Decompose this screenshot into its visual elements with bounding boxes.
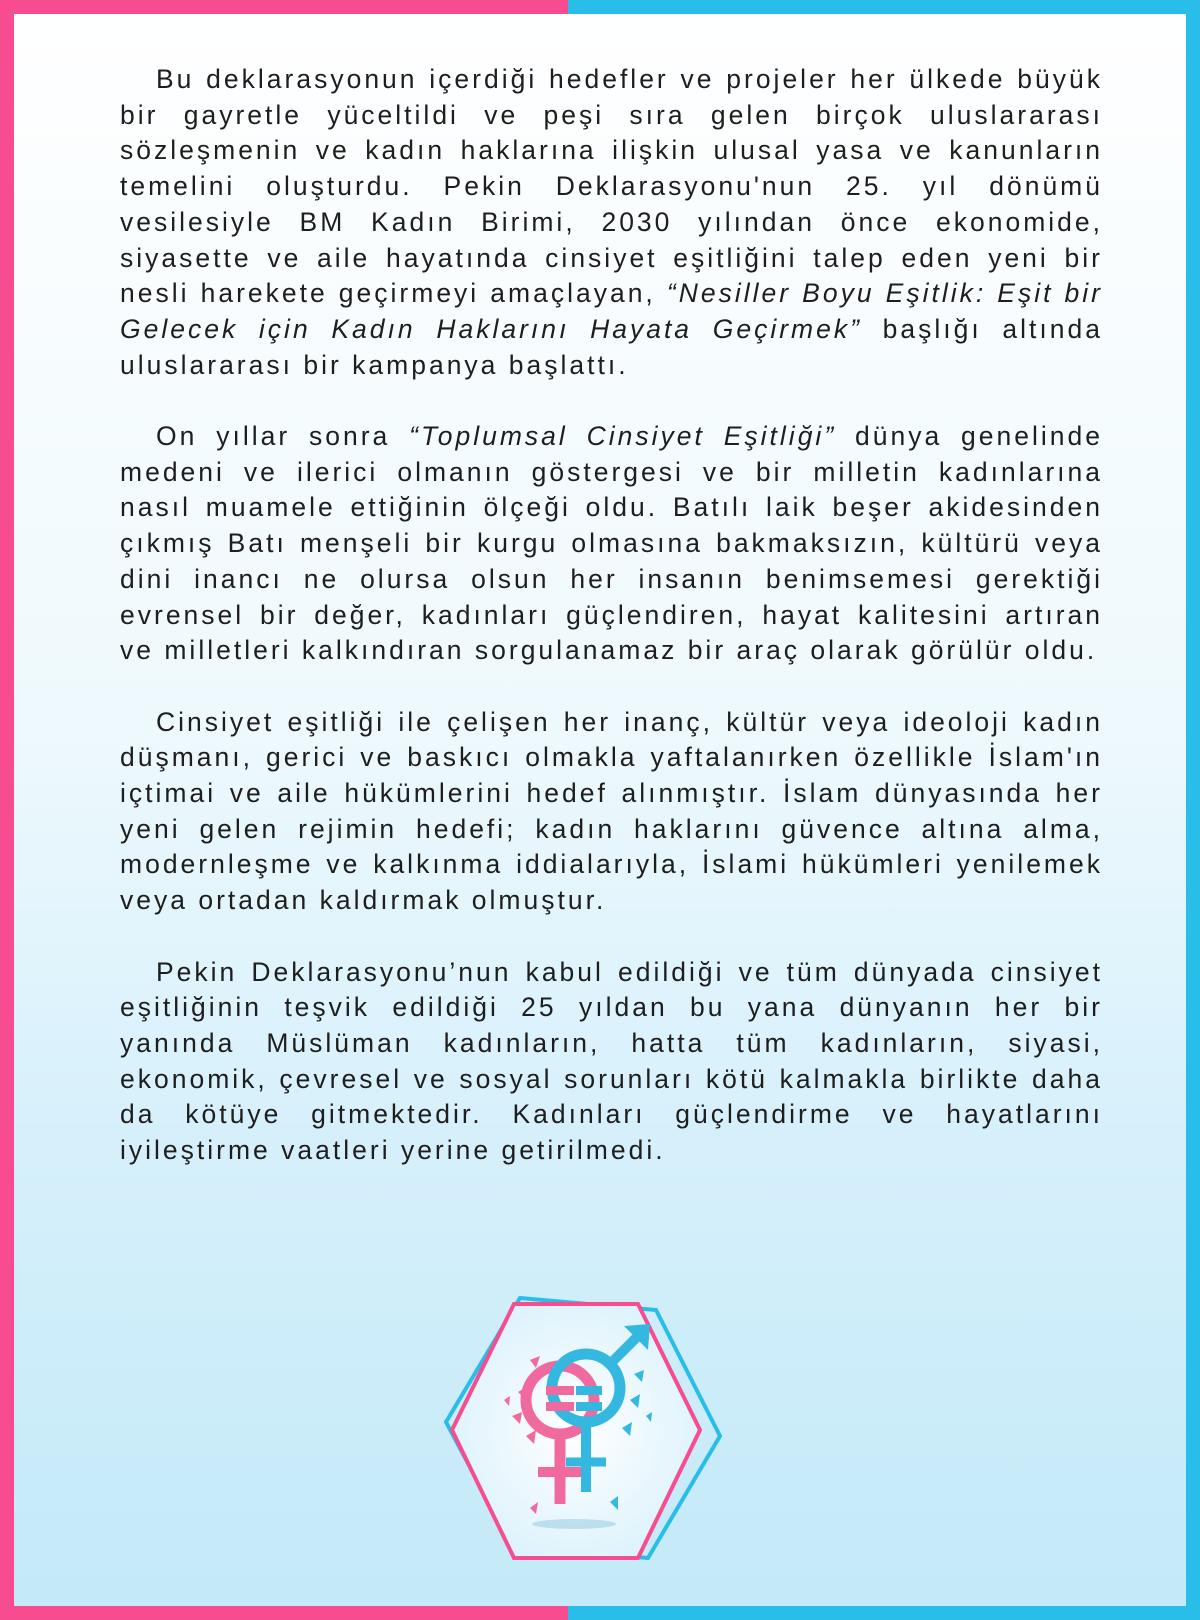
- italic-campaign-title: “Nesiller Boyu Eşitlik: Eşit bir Gelecek için Kadın Haklarını Hayata Geçirmek”: [120, 278, 1104, 344]
- frame-bottom-border-cyan: [568, 1606, 1200, 1620]
- article-body: [120, 62, 1103, 1204]
- gender-equality-icon: [434, 1296, 730, 1568]
- frame-right-border: [1186, 0, 1200, 1620]
- frame-top-border-cyan: [568, 0, 1200, 14]
- paragraph-2: On yıllar sonra “Toplumsal Cinsiyet Eşitliği” dünya genelinde medeni ve ilerici olmanın göstergesi ve bir milletin kadınlarına nasıl muamele ettiğinin ölçeği oldu. Batılı laik beşer akidesinden çıkmış Batı menşeli bir kurgu olmasına bakmaksızın, kültürü veya dini inancı ne olursa olsun her insanın benimsemesi gerektiği evrensel bir değer, kadınları güçlendiren, hayat kalitesini artıran ve milletleri kalkındıran sorgulanamaz bir araç olarak görülür oldu.: [120, 421, 1104, 666]
- frame-bottom-border-pink: [0, 1606, 568, 1620]
- frame-top-border-pink: [0, 0, 568, 14]
- italic-term: “Toplumsal Cinsiyet Eşitliği”: [409, 421, 837, 452]
- paragraph-4: Pekin Deklarasyonu’nun kabul edildiği ve tüm dünyada cinsiyet eşitliğinin teşvik edildiği 25 yıldan bu yana dünyanın her bir yanında Müslüman kadınların, hatta tüm kadınların, siyasi, ekonomik, çevresel ve sosyal sorunları kötü kalmakla birlikte daha da kötüye gitmektedir. Kadınları güçlendirme ve hayatlarını iyileştirme vaatleri yerine getirilmedi.: [120, 956, 1103, 1166]
- paragraph-1: Bu deklarasyonun içerdiği hedefler ve projeler her ülkede büyük bir gayretle yüceltildi ve peşi sıra gelen birçok uluslararası sözleşmenin ve kadın haklarına ilişkin ulusal yasa ve kanunların temelini oluşturdu. Pekin Deklarasyonu'nun 25. yıl dönümü vesilesiyle BM Kadın Birimi, 2030 yılından önce ekonomide, siyasette ve aile hayatında cinsiyet eşitliğini talep eden yeni bir nesli harekete geçirmeyi amaçlayan, “Nesiller Boyu Eşitlik: Eşit bir Gelecek için Kadın Haklarını Hayata Geçirmek” başlığı altında uluslararası bir kampanya başlattı.: [120, 64, 1104, 380]
- frame-left-border: [0, 0, 14, 1620]
- paragraph-3: Cinsiyet eşitliği ile çelişen her inanç, kültür veya ideoloji kadın düşmanı, gerici ve baskıcı olmakla yaftalanırken özellikle İslam'ın içtimai ve aile hükümlerini hedef alınmıştır. İslam dünyasında her yeni gelen rejimin hedefi; kadın haklarını güvence altına alma, modernleşme ve kalkınma iddialarıyla, İslami hükümleri yenilemek veya ortadan kaldırmak olmuştur.: [120, 706, 1103, 916]
